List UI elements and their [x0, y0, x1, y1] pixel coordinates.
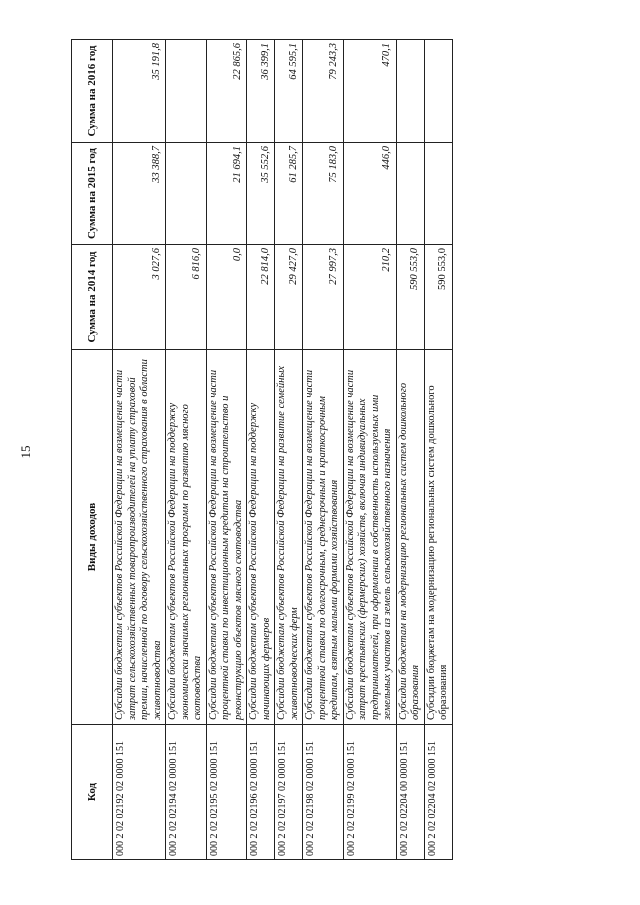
row-code: 000 2 02 02197 02 0000 151 [275, 725, 303, 860]
header-2016: Сумма на 2016 год [72, 40, 113, 143]
row-code: 000 2 02 02204 00 0000 151 [396, 725, 424, 860]
table-header-row [72, 40, 113, 860]
table-row [303, 40, 344, 860]
header-code: Код [72, 725, 113, 860]
table-row [113, 40, 166, 860]
row-amount-2014: 6 816,0 [166, 245, 207, 350]
header-2014: Сумма на 2014 год [72, 245, 113, 350]
row-amount-2016: 470,1 [343, 40, 396, 143]
row-description: Субсидии бюджетам субъектов Российской Федерации на возмещение части затрат сельскохозяйственных товаропроизводителей на уплату страховой премии, начисленной по договору сельскохозяйственного страхования в области животноводства [113, 350, 166, 725]
table-body [113, 40, 453, 860]
row-amount-2014: 590 553,0 [424, 245, 452, 350]
row-code: 000 2 02 02195 02 0000 151 [206, 725, 247, 860]
row-amount-2015 [166, 143, 207, 245]
table-row [396, 40, 424, 860]
row-code: 000 2 02 02204 02 0000 151 [424, 725, 452, 860]
row-amount-2014: 0,0 [206, 245, 247, 350]
row-amount-2015: 33 388,7 [113, 143, 166, 245]
row-description: Субсидии бюджетам субъектов Российской Федерации на поддержку начинающих фермеров [247, 350, 275, 725]
table-row [166, 40, 207, 860]
row-description: Субсидии бюджетам на модернизацию региональных систем дошкольного образования [424, 350, 452, 725]
row-amount-2014: 3 027,6 [113, 245, 166, 350]
document-page [71, 40, 596, 860]
row-amount-2016: 64 595,1 [275, 40, 303, 143]
row-code: 000 2 02 02194 02 0000 151 [166, 725, 207, 860]
row-amount-2016: 35 191,8 [113, 40, 166, 143]
row-amount-2016: 36 399,1 [247, 40, 275, 143]
row-amount-2016 [396, 40, 424, 143]
row-code: 000 2 02 02198 02 0000 151 [303, 725, 344, 860]
row-amount-2015 [424, 143, 452, 245]
row-description: Субсидии бюджетам субъектов Российской Федерации на развитие семейных животноводческих ферм [275, 350, 303, 725]
row-amount-2015: 61 285,7 [275, 143, 303, 245]
row-description: Субсидии бюджетам субъектов Российской Федерации на возмещение части процентной ставки по долгосрочным, среднесрочным и краткосрочным кредитам, взятым малыми формами хозяйствования [303, 350, 344, 725]
row-description: Субсидии бюджетам субъектов Российской Федерации на возмещение части затрат крестьянских (фермерских) хозяйств, включая индивидуальных предпринимателей, при оформлении в собственность используемых ими земельных участков из земель сельскохозяйственного назначения [343, 350, 396, 725]
row-amount-2015: 21 694,1 [206, 143, 247, 245]
row-amount-2015: 75 183,0 [303, 143, 344, 245]
row-description: Субсидии бюджетам субъектов Российской Федерации на поддержку экономически значимых региональных программ по развитию мясного скотоводства [166, 350, 207, 725]
row-amount-2014: 22 814,0 [247, 245, 275, 350]
table-row [343, 40, 396, 860]
row-amount-2016 [166, 40, 207, 143]
row-amount-2015: 446,0 [343, 143, 396, 245]
header-revenue-type: Виды доходов [72, 350, 113, 725]
row-amount-2016: 79 243,3 [303, 40, 344, 143]
row-amount-2014: 210,2 [343, 245, 396, 350]
row-code: 000 2 02 02192 02 0000 151 [113, 725, 166, 860]
row-description: Субсидии бюджетам субъектов Российской Федерации на возмещение части процентной ставки по инвестиционным кредитам на строительство и реконструкцию объектов мясного скотоводства [206, 350, 247, 725]
page-number: 15 [18, 445, 33, 459]
row-amount-2016: 22 865,6 [206, 40, 247, 143]
row-amount-2015 [396, 143, 424, 245]
table-row [206, 40, 247, 860]
row-description: Субсидии бюджетам на модернизацию региональных систем дошкольного образования [396, 350, 424, 725]
revenue-table [71, 39, 453, 860]
table-row [247, 40, 275, 860]
row-code: 000 2 02 02199 02 0000 151 [343, 725, 396, 860]
row-amount-2014: 29 427,0 [275, 245, 303, 350]
row-amount-2015: 35 552,6 [247, 143, 275, 245]
row-amount-2014: 590 553,0 [396, 245, 424, 350]
header-2015: Сумма на 2015 год [72, 143, 113, 245]
table-row [275, 40, 303, 860]
row-code: 000 2 02 02196 02 0000 151 [247, 725, 275, 860]
row-amount-2014: 27 997,3 [303, 245, 344, 350]
row-amount-2016 [424, 40, 452, 143]
table-row [424, 40, 452, 860]
rotated-table-wrapper [71, 40, 596, 860]
